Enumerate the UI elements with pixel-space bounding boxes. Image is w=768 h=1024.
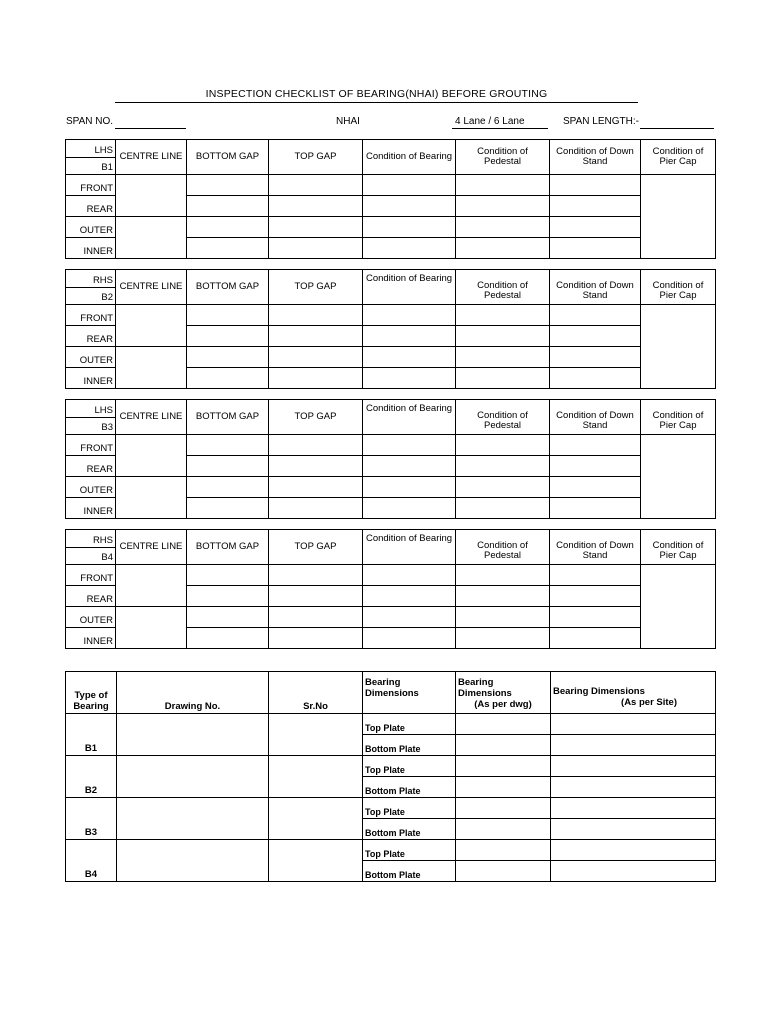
top-gap-cell[interactable]: [269, 565, 363, 586]
top-gap-header: TOP GAP: [269, 140, 363, 175]
bottom-plate-label: Bottom Plate: [363, 735, 456, 756]
bottom-gap-cell[interactable]: [187, 565, 269, 586]
condition-bearing-cell[interactable]: [363, 196, 456, 217]
top-gap-cell[interactable]: [269, 498, 363, 519]
top-gap-header: TOP GAP: [269, 530, 363, 565]
condition-pedestal-cell[interactable]: [456, 238, 550, 259]
condition-pedestal-cell[interactable]: [456, 628, 550, 649]
condition-pedestal-cell[interactable]: [456, 368, 550, 389]
top-plate-site-cell[interactable]: [551, 756, 716, 777]
sr-no-cell[interactable]: [269, 798, 363, 840]
lanes-label: 4 Lane / 6 Lane: [455, 116, 525, 127]
condition-pier-cap-header: Condition of Pier Cap: [641, 140, 716, 175]
top-gap-cell[interactable]: [269, 175, 363, 196]
top-plate-site-cell[interactable]: [551, 798, 716, 819]
condition-bearing-header: Condition of Bearing: [363, 270, 456, 305]
row-label-rear: REAR: [66, 456, 116, 477]
condition-pedestal-cell[interactable]: [456, 347, 550, 368]
row-label-inner: INNER: [66, 238, 116, 259]
condition-bearing-cell[interactable]: [363, 175, 456, 196]
bottom-plate-site-cell[interactable]: [551, 777, 716, 798]
condition-down-stand-cell[interactable]: [550, 305, 641, 326]
condition-bearing-cell[interactable]: [363, 347, 456, 368]
row-label-outer: OUTER: [66, 217, 116, 238]
condition-down-stand-cell[interactable]: [550, 456, 641, 477]
top-gap-cell[interactable]: [269, 305, 363, 326]
type-of-bearing-header: Type of Bearing: [66, 672, 117, 714]
condition-down-stand-header: Condition of Down Stand: [550, 530, 641, 565]
row-label-rear: REAR: [66, 586, 116, 607]
top-gap-cell[interactable]: [269, 196, 363, 217]
bottom-gap-cell[interactable]: [187, 217, 269, 238]
drawing-no-cell[interactable]: [117, 840, 269, 882]
centre-line-header: CENTRE LINE: [116, 140, 187, 175]
centre-line-cell[interactable]: [116, 217, 187, 259]
condition-pedestal-header: Condition of Pedestal: [456, 270, 550, 305]
condition-down-stand-cell[interactable]: [550, 477, 641, 498]
top-plate-label: Top Plate: [363, 840, 456, 861]
row-label-front: FRONT: [66, 435, 116, 456]
top-gap-cell[interactable]: [269, 368, 363, 389]
condition-bearing-header: Condition of Bearing: [363, 530, 456, 565]
bottom-gap-cell[interactable]: [187, 498, 269, 519]
centre-line-header: CENTRE LINE: [116, 530, 187, 565]
row-label-rear: REAR: [66, 196, 116, 217]
top-gap-header: TOP GAP: [269, 270, 363, 305]
condition-down-stand-cell[interactable]: [550, 238, 641, 259]
centre-line-cell[interactable]: [116, 435, 187, 477]
row-label-front: FRONT: [66, 305, 116, 326]
centre-line-cell[interactable]: [116, 305, 187, 347]
drawing-no-cell[interactable]: [117, 714, 269, 756]
top-gap-cell[interactable]: [269, 347, 363, 368]
bearing-dimensions-site-header: [551, 672, 716, 714]
condition-pedestal-cell[interactable]: [456, 326, 550, 347]
condition-down-stand-cell[interactable]: [550, 435, 641, 456]
condition-pedestal-header: Condition of Pedestal: [456, 530, 550, 565]
bottom-gap-cell[interactable]: [187, 607, 269, 628]
row-label-outer: OUTER: [66, 347, 116, 368]
bottom-gap-cell[interactable]: [187, 628, 269, 649]
condition-down-stand-header: Condition of Down Stand: [550, 270, 641, 305]
centre-line-header: CENTRE LINE: [116, 400, 187, 435]
centre-line-cell[interactable]: [116, 477, 187, 519]
condition-bearing-cell[interactable]: [363, 498, 456, 519]
condition-pedestal-cell[interactable]: [456, 498, 550, 519]
condition-pier-cap-cell[interactable]: [641, 435, 716, 519]
condition-pier-cap-cell[interactable]: [641, 175, 716, 259]
span-length-field[interactable]: [640, 128, 714, 129]
bottom-gap-cell[interactable]: [187, 456, 269, 477]
bottom-gap-cell[interactable]: [187, 435, 269, 456]
condition-bearing-cell[interactable]: [363, 607, 456, 628]
top-plate-site-cell[interactable]: [551, 840, 716, 861]
condition-pedestal-header: Condition of Pedestal: [456, 400, 550, 435]
centre-line-cell[interactable]: [116, 175, 187, 217]
condition-bearing-cell[interactable]: [363, 565, 456, 586]
drawing-no-header: Drawing No.: [117, 672, 269, 714]
top-gap-cell[interactable]: [269, 326, 363, 347]
bearing-label: B4: [66, 548, 116, 565]
top-plate-label: Top Plate: [363, 798, 456, 819]
condition-bearing-cell[interactable]: [363, 435, 456, 456]
top-gap-cell[interactable]: [269, 628, 363, 649]
lanes-underline: [452, 128, 548, 129]
bottom-plate-dwg-cell[interactable]: [456, 777, 551, 798]
condition-down-stand-cell[interactable]: [550, 628, 641, 649]
condition-bearing-cell[interactable]: [363, 217, 456, 238]
bearing-type-b3: B3: [66, 798, 117, 840]
bearing-block-2: [65, 269, 716, 389]
condition-bearing-cell[interactable]: [363, 628, 456, 649]
bottom-gap-cell[interactable]: [187, 238, 269, 259]
condition-bearing-cell[interactable]: [363, 586, 456, 607]
bottom-plate-site-cell[interactable]: [551, 735, 716, 756]
sr-no-cell[interactable]: [269, 756, 363, 798]
condition-down-stand-cell[interactable]: [550, 196, 641, 217]
condition-pier-cap-cell[interactable]: [641, 305, 716, 389]
side-label: LHS: [66, 140, 116, 158]
condition-down-stand-cell[interactable]: [550, 498, 641, 519]
condition-pedestal-cell[interactable]: [456, 175, 550, 196]
condition-pedestal-cell[interactable]: [456, 565, 550, 586]
condition-pedestal-cell[interactable]: [456, 607, 550, 628]
bearing-type-b1: B1: [66, 714, 117, 756]
top-gap-cell[interactable]: [269, 435, 363, 456]
bottom-gap-cell[interactable]: [187, 326, 269, 347]
top-gap-cell[interactable]: [269, 607, 363, 628]
bearing-block-1: [65, 139, 716, 259]
condition-down-stand-cell[interactable]: [550, 217, 641, 238]
condition-down-stand-cell[interactable]: [550, 175, 641, 196]
condition-pedestal-header: Condition of Pedestal: [456, 140, 550, 175]
bottom-plate-label: Bottom Plate: [363, 819, 456, 840]
condition-pedestal-cell[interactable]: [456, 477, 550, 498]
site-header-line1: Bearing Dimensions: [553, 685, 645, 697]
top-gap-cell[interactable]: [269, 217, 363, 238]
condition-down-stand-header: Condition of Down Stand: [550, 400, 641, 435]
bearing-block-4: [65, 529, 716, 649]
top-plate-dwg-cell[interactable]: [456, 798, 551, 819]
condition-down-stand-cell[interactable]: [550, 586, 641, 607]
bearing-label: B3: [66, 418, 116, 435]
top-gap-header: TOP GAP: [269, 400, 363, 435]
bottom-gap-header: BOTTOM GAP: [187, 140, 269, 175]
condition-down-stand-cell[interactable]: [550, 368, 641, 389]
condition-bearing-cell[interactable]: [363, 326, 456, 347]
top-plate-label: Top Plate: [363, 714, 456, 735]
row-label-outer: OUTER: [66, 477, 116, 498]
bottom-gap-header: BOTTOM GAP: [187, 400, 269, 435]
bearing-type-b4: B4: [66, 840, 117, 882]
condition-bearing-header: Condition of Bearing: [363, 400, 456, 435]
condition-bearing-cell[interactable]: [363, 238, 456, 259]
condition-pier-cap-header: Condition of Pier Cap: [641, 270, 716, 305]
bottom-gap-cell[interactable]: [187, 175, 269, 196]
condition-pedestal-cell[interactable]: [456, 196, 550, 217]
condition-down-stand-cell[interactable]: [550, 347, 641, 368]
bottom-plate-label: Bottom Plate: [363, 861, 456, 882]
condition-bearing-cell[interactable]: [363, 305, 456, 326]
sr-no-cell[interactable]: [269, 840, 363, 882]
top-gap-cell[interactable]: [269, 477, 363, 498]
top-gap-cell[interactable]: [269, 456, 363, 477]
drawing-no-cell[interactable]: [117, 798, 269, 840]
condition-down-stand-cell[interactable]: [550, 565, 641, 586]
span-no-label: SPAN NO.: [66, 116, 114, 127]
side-label: RHS: [66, 530, 116, 548]
drawing-no-cell[interactable]: [117, 756, 269, 798]
bottom-gap-cell[interactable]: [187, 347, 269, 368]
top-plate-site-cell[interactable]: [551, 714, 716, 735]
span-length-label: SPAN LENGTH:-: [563, 116, 639, 127]
dwg-header-line2: (As per dwg): [474, 699, 532, 710]
top-plate-dwg-cell[interactable]: [456, 756, 551, 777]
row-label-front: FRONT: [66, 565, 116, 586]
row-label-inner: INNER: [66, 368, 116, 389]
condition-pedestal-cell[interactable]: [456, 435, 550, 456]
bearing-label: B2: [66, 288, 116, 305]
page-title: INSPECTION CHECKLIST OF BEARING(NHAI) BEFORE GROUTING: [205, 88, 548, 100]
centre-line-cell[interactable]: [116, 607, 187, 649]
condition-pedestal-cell[interactable]: [456, 217, 550, 238]
top-plate-label: Top Plate: [363, 756, 456, 777]
bottom-plate-dwg-cell[interactable]: [456, 861, 551, 882]
condition-pedestal-cell[interactable]: [456, 456, 550, 477]
row-label-inner: INNER: [66, 628, 116, 649]
top-gap-cell[interactable]: [269, 238, 363, 259]
row-label-rear: REAR: [66, 326, 116, 347]
dwg-header-line1: Bearing Dimensions: [458, 677, 512, 699]
bottom-plate-label: Bottom Plate: [363, 777, 456, 798]
bottom-plate-site-cell[interactable]: [551, 819, 716, 840]
condition-bearing-header: Condition of Bearing: [363, 140, 456, 175]
sr-no-header: Sr.No: [269, 672, 363, 714]
condition-pier-cap-header: Condition of Pier Cap: [641, 530, 716, 565]
row-label-front: FRONT: [66, 175, 116, 196]
condition-bearing-cell[interactable]: [363, 456, 456, 477]
condition-bearing-cell[interactable]: [363, 477, 456, 498]
condition-down-stand-cell[interactable]: [550, 326, 641, 347]
centre-line-header: CENTRE LINE: [116, 270, 187, 305]
top-plate-dwg-cell[interactable]: [456, 840, 551, 861]
bearing-type-b2: B2: [66, 756, 117, 798]
span-no-field[interactable]: [115, 128, 186, 129]
site-header-line2: (As per Site): [621, 696, 677, 708]
condition-down-stand-cell[interactable]: [550, 607, 641, 628]
condition-pier-cap-header: Condition of Pier Cap: [641, 400, 716, 435]
bottom-gap-cell[interactable]: [187, 477, 269, 498]
side-label: RHS: [66, 270, 116, 288]
bearing-label: B1: [66, 158, 116, 175]
bottom-gap-header: BOTTOM GAP: [187, 530, 269, 565]
bottom-plate-site-cell[interactable]: [551, 861, 716, 882]
side-label: LHS: [66, 400, 116, 418]
bearing-dimensions-header: Bearing Dimensions: [363, 672, 456, 714]
bearing-block-3: [65, 399, 716, 519]
top-plate-dwg-cell[interactable]: [456, 714, 551, 735]
bottom-gap-cell[interactable]: [187, 196, 269, 217]
condition-pier-cap-cell[interactable]: [641, 565, 716, 649]
title-underline: [115, 102, 638, 103]
row-label-outer: OUTER: [66, 607, 116, 628]
bottom-plate-dwg-cell[interactable]: [456, 819, 551, 840]
condition-pedestal-cell[interactable]: [456, 586, 550, 607]
bearing-dimensions-dwg-header: [456, 672, 551, 714]
sr-no-cell[interactable]: [269, 714, 363, 756]
row-label-inner: INNER: [66, 498, 116, 519]
centre-line-cell[interactable]: [116, 347, 187, 389]
top-gap-cell[interactable]: [269, 586, 363, 607]
nhai-label: NHAI: [336, 116, 360, 127]
bottom-gap-cell[interactable]: [187, 368, 269, 389]
condition-pedestal-cell[interactable]: [456, 305, 550, 326]
centre-line-cell[interactable]: [116, 565, 187, 607]
bottom-gap-header: BOTTOM GAP: [187, 270, 269, 305]
bottom-gap-cell[interactable]: [187, 305, 269, 326]
condition-down-stand-header: Condition of Down Stand: [550, 140, 641, 175]
bottom-plate-dwg-cell[interactable]: [456, 735, 551, 756]
bottom-gap-cell[interactable]: [187, 586, 269, 607]
bearing-dimension-table: [65, 671, 716, 882]
condition-bearing-cell[interactable]: [363, 368, 456, 389]
